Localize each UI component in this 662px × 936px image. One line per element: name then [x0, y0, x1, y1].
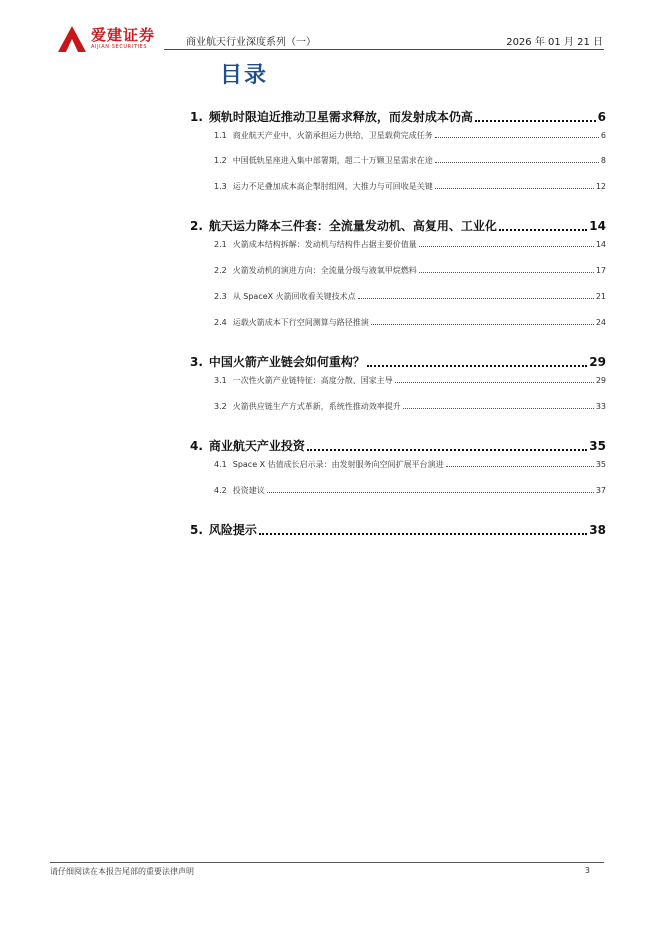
- toc-leader: [267, 492, 594, 493]
- footer-disclaimer: 请仔细阅读在本报告尾部的重要法律声明: [50, 867, 194, 876]
- toc-page: 35: [595, 460, 606, 469]
- toc-number: 3.1: [214, 376, 227, 385]
- toc-page: 24: [595, 318, 606, 327]
- toc-page: 37: [595, 486, 606, 495]
- toc-entry-1-1[interactable]: [190, 130, 606, 141]
- toc-text: 运力不足叠加成本高企掣肘组网，大推力与可回收是关键: [232, 182, 433, 191]
- toc-text: 运载火箭成本下行空间测算与路径推演: [232, 318, 369, 327]
- toc-page: 12: [595, 182, 606, 191]
- toc-page: 6: [600, 131, 606, 140]
- toc-leader: [446, 466, 594, 467]
- toc-entry-2-2[interactable]: [190, 265, 606, 276]
- toc-page: 6: [597, 110, 606, 124]
- toc-page: 21: [595, 292, 606, 301]
- toc-page: 14: [595, 240, 606, 249]
- toc-leader: [419, 272, 594, 273]
- toc-leader: [307, 449, 587, 451]
- toc-entry-4[interactable]: [190, 437, 606, 454]
- toc-entry-2-3[interactable]: [190, 291, 606, 302]
- toc-text: 风险提示: [208, 523, 257, 537]
- toc-page: 14: [589, 219, 606, 233]
- toc-number: 2.2: [214, 266, 227, 275]
- company-logo: [58, 26, 155, 52]
- toc-text: 商业航天产业投资: [208, 439, 305, 453]
- toc-entry-1[interactable]: [190, 108, 606, 125]
- toc-entry-3-2[interactable]: [190, 401, 606, 412]
- toc-leader: [419, 246, 594, 247]
- toc-entry-3[interactable]: [190, 353, 606, 370]
- toc-page: 17: [595, 266, 606, 275]
- toc-leader: [358, 298, 594, 299]
- logo-name-en: AIJIAN SECURITIES: [91, 44, 148, 50]
- toc-text: 航天运力降本三件套：全流量发动机、高复用、工业化: [208, 219, 497, 233]
- toc-page: 38: [589, 523, 606, 537]
- toc-page: 29: [589, 355, 606, 369]
- toc-title: 目录: [220, 63, 269, 88]
- toc-number: 4.1: [214, 460, 227, 469]
- toc-number: 2.3: [214, 292, 227, 301]
- toc-entry-3-1[interactable]: [190, 375, 606, 386]
- footer-divider: [50, 862, 604, 863]
- report-date: 2026 年 01 月 21 日: [506, 37, 603, 48]
- toc-number: 4.2: [214, 486, 227, 495]
- toc-number: 3.: [190, 355, 203, 369]
- toc-leader: [395, 382, 594, 383]
- toc-text: 从 SpaceX 火箭回收看关键技术点: [232, 292, 356, 301]
- toc-text: 中国低轨星座进入集中部署期，超二十万颗卫星需求在途: [232, 156, 433, 165]
- toc-text: 一次性火箭产业链特征：高度分散、国家主导: [232, 376, 393, 385]
- page-number: 3: [584, 866, 590, 875]
- toc-entry-1-2[interactable]: [190, 155, 606, 166]
- toc-text: 投资建议: [232, 486, 265, 495]
- toc-leader: [367, 365, 587, 367]
- toc-number: 1.3: [214, 182, 227, 191]
- toc-entry-1-3[interactable]: [190, 181, 606, 192]
- toc-entry-2[interactable]: [190, 217, 606, 234]
- toc-leader: [403, 408, 594, 409]
- toc-leader: [435, 162, 599, 163]
- toc-number: 2.: [190, 219, 203, 233]
- toc-text: Space X 估值成长启示录：由发射服务向空间扩展平台演进: [232, 460, 444, 469]
- toc-text: 火箭供应链生产方式革新，系统性推动效率提升: [232, 402, 401, 411]
- toc-text: 商业航天产业中，火箭承担运力供给，卫星载荷完成任务: [232, 131, 433, 140]
- toc-number: 1.1: [214, 131, 227, 140]
- toc-leader: [435, 188, 594, 189]
- toc-leader: [259, 533, 587, 535]
- toc-number: 5.: [190, 523, 203, 537]
- toc-number: 2.1: [214, 240, 227, 249]
- toc-number: 1.2: [214, 156, 227, 165]
- toc-entry-2-1[interactable]: [190, 239, 606, 250]
- toc-entry-4-1[interactable]: [190, 459, 606, 470]
- toc-page: 8: [600, 156, 606, 165]
- toc-page: 33: [595, 402, 606, 411]
- toc-page: 35: [589, 439, 606, 453]
- toc-leader: [499, 229, 587, 231]
- toc-leader: [435, 137, 599, 138]
- toc-text: 火箭发动机的演进方向：全流量分级与液氧甲烷燃料: [232, 266, 417, 275]
- toc-number: 2.4: [214, 318, 227, 327]
- header-divider: [164, 49, 604, 50]
- report-series: 商业航天行业深度系列（一）: [186, 37, 316, 48]
- toc-entry-4-2[interactable]: [190, 485, 606, 496]
- logo-name-cn: 爱建证券: [91, 26, 156, 44]
- logo-mark-icon: [58, 26, 86, 52]
- toc-page: 29: [595, 376, 606, 385]
- toc-entry-5[interactable]: [190, 521, 606, 538]
- toc-leader: [475, 120, 596, 122]
- toc-number: 4.: [190, 439, 203, 453]
- toc-text: 火箭成本结构拆解：发动机与结构件占据主要价值量: [232, 240, 417, 249]
- toc-text: 中国火箭产业链会如何重构？: [208, 355, 365, 369]
- toc-leader: [371, 324, 594, 325]
- toc-text: 频轨时限迫近推动卫星需求释放，而发射成本仍高: [208, 110, 473, 124]
- toc-number: 1.: [190, 110, 203, 124]
- toc-entry-2-4[interactable]: [190, 317, 606, 328]
- toc-number: 3.2: [214, 402, 227, 411]
